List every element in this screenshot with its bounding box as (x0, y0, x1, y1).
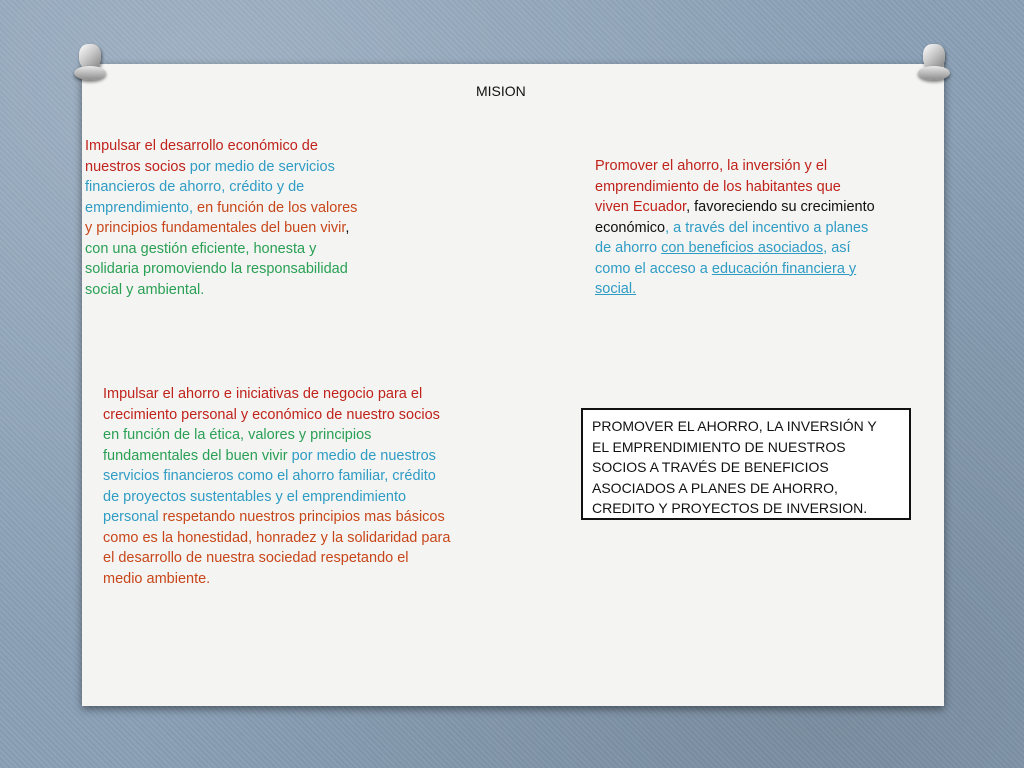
mission-boxed-text (581, 408, 911, 520)
segment: de ahorro (595, 240, 662, 256)
segment: como es la honestidad, honradez y la solidaridad para (103, 529, 451, 546)
mission-text-3 (103, 384, 503, 589)
segment: Impulsar el ahorro e iniciativas de negocio para el (103, 386, 423, 402)
segment: educación financiera y (711, 260, 857, 277)
segment: Promover el ahorro, la inversión y el (595, 158, 828, 174)
segment: respetando nuestros principios mas básicos (158, 509, 445, 525)
segment: Impulsar el desarrollo económico de (85, 138, 318, 154)
mission-text-1 (85, 136, 405, 300)
segment: en función de la ética, valores y principios (103, 427, 372, 443)
boxed-line: SOCIOS A TRAVÉS DE BENEFICIOS (592, 459, 829, 475)
segment: personal (103, 509, 159, 525)
segment: social. (595, 281, 637, 297)
boxed-line: CREDITO Y PROYECTOS DE INVERSION. (592, 500, 868, 516)
segment: , así (823, 240, 851, 256)
thumbtack-right-icon (918, 44, 952, 84)
segment: económico (595, 219, 666, 236)
thumbtack-left-icon (74, 44, 108, 84)
segment: nuestros socios (85, 158, 186, 175)
segment: emprendimiento, (85, 199, 193, 216)
segment: con beneficios asociados (661, 240, 824, 256)
boxed-line: EL EMPRENDIMIENTO DE NUESTROS (592, 438, 846, 455)
segment: medio ambiente. (103, 570, 211, 587)
boxed-line: ASOCIADOS A PLANES DE AHORRO, (592, 479, 838, 496)
segment: viven Ecuador (595, 199, 687, 215)
segment: social y ambiental. (85, 281, 205, 298)
segment: emprendimiento de los habitantes que (595, 178, 841, 195)
segment: , favoreciendo su crecimiento (686, 199, 875, 215)
segment: como el acceso a (595, 260, 712, 277)
slide-title: MISION (476, 83, 526, 99)
segment: fundamentales del buen vivir (103, 447, 288, 464)
segment: por medio de servicios (185, 158, 335, 175)
segment: el desarrollo de nuestra sociedad respetando el (103, 550, 409, 566)
segment: servicios financieros como el ahorro familiar, crédito (103, 468, 436, 484)
segment: , a través del incentivo a planes (665, 219, 869, 236)
segment: solidaria promoviendo la responsabilidad (85, 261, 348, 277)
segment: financieros de ahorro, crédito y de (85, 179, 305, 195)
segment: , (345, 220, 350, 236)
segment: y principios fundamentales del buen vivir (85, 220, 346, 236)
segment: con una gestión eficiente, honesta y (85, 240, 317, 257)
segment: crecimiento personal y económico de nuestro socios (103, 406, 440, 423)
mission-text-2 (595, 156, 915, 300)
segment: por medio de nuestros (287, 447, 436, 464)
segment: en función de los valores (193, 199, 358, 216)
segment: de proyectos sustentables y el emprendimiento (103, 488, 407, 505)
boxed-line: PROMOVER EL AHORRO, LA INVERSIÓN Y (592, 418, 877, 434)
